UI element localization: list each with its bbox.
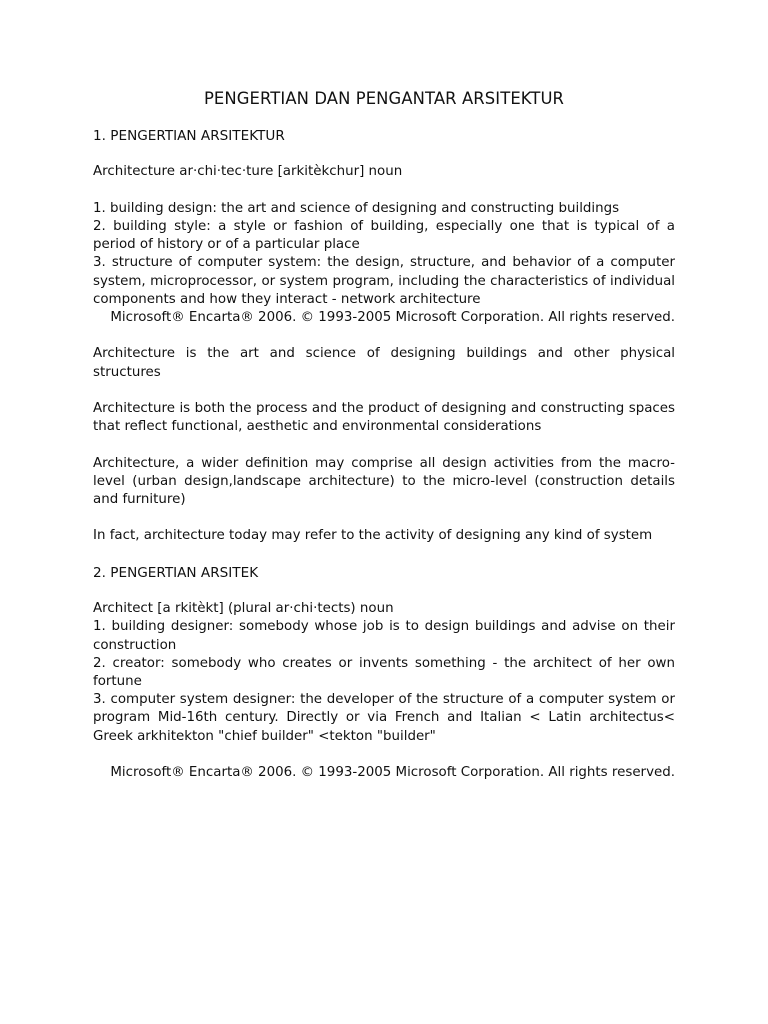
- copyright-notice: Microsoft® Encarta® 2006. © 1993-2005 Microsoft Corporation. All rights reserved.: [110, 310, 675, 325]
- spacer: [93, 436, 675, 454]
- paragraph-1: Architecture is the art and science of designing buildings and other physical structures: [93, 346, 675, 380]
- spacer: [93, 327, 675, 345]
- definition-1: 1. building designer: somebody whose job is to design buildings and advise on their construction: [93, 619, 675, 653]
- spacer: [93, 382, 675, 400]
- definition-3: 3. structure of computer system: the design, structure, and behavior of a computer system, microprocessor, or system program, including the characteristics of individual components and how they interact - network architecture: [93, 255, 675, 307]
- spacer: [93, 182, 675, 200]
- dictionary-entry-architect: Architect [a rkitèkt] (plural ar·chi·tects) noun: [93, 601, 394, 617]
- definition-2: 2. creator: somebody who creates or invents something - the architect of her own fortune: [93, 655, 675, 689]
- definition-2: 2. building style: a style or fashion of building, especially one that is typical of a period of history or of a particular place: [93, 218, 675, 253]
- spacer: [93, 582, 675, 600]
- spacer: [93, 145, 675, 163]
- paragraph-2: Architecture is both the process and the product of designing and constructing spaces that reflect functional, aesthetic and environmental considerations: [93, 400, 675, 435]
- definition-3: 3. computer system designer: the developer of the structure of a computer system or program Mid-16th century. Directly or via French and Italian < Latin architectus< Greek arkhitekton "chief builder" <tekton "builder": [93, 692, 675, 744]
- spacer: [93, 509, 675, 527]
- spacer: [93, 746, 675, 764]
- dictionary-entry-architecture: Architecture ar·chi·tec·ture [arkitèkchur] noun: [93, 164, 403, 180]
- section-heading-arsitektur: 1. PENGERTIAN ARSITEKTUR: [93, 128, 285, 144]
- definition-1: 1. building design: the art and science of designing and constructing buildings: [93, 200, 620, 216]
- spacer: [93, 546, 675, 564]
- paragraph-4: In fact, architecture today may refer to the activity of designing any kind of system: [93, 528, 653, 544]
- paragraph-3: Architecture, a wider definition may comprise all design activities from the macro-level (urban design,landscape architecture) to the micro-level (construction details and furniture): [93, 455, 675, 507]
- page-title: PENGERTIAN DAN PENGANTAR ARSITEKTUR: [203, 89, 565, 108]
- copyright-notice: Microsoft® Encarta® 2006. © 1993-2005 Microsoft Corporation. All rights reserved.: [110, 764, 675, 780]
- section-heading-arsitek: 2. PENGERTIAN ARSITEK: [93, 564, 259, 581]
- document-page: [93, 88, 675, 782]
